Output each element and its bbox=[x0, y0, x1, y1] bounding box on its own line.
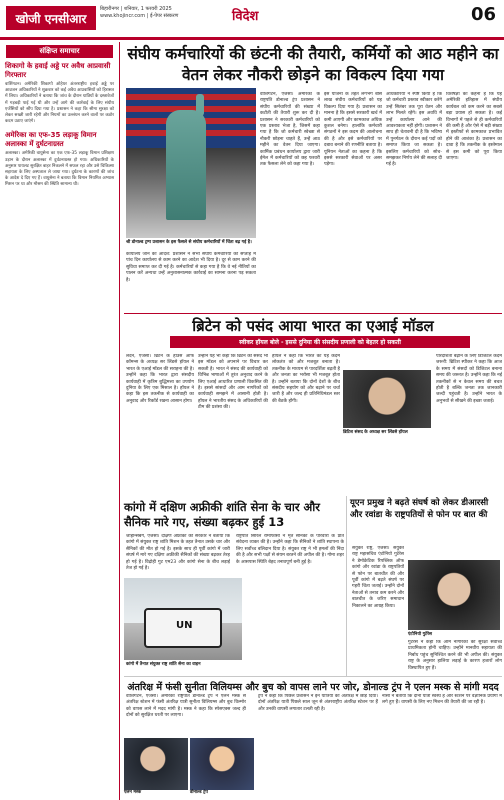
story1-col3: अधिकारियों ने स्पष्ट किया है कि जो कर्मचारी प्रस्ताव स्वीकार करेंगे उन्हें सितंबर तक पूरा वेतन और लाभ मिलते रहेंगे। इस अवधि में उन्हें कार्यालय आने की आवश्यकता नहीं होगी। प्रशासन ने साथ ही चेतावनी दी है कि भविष्य में पुनर्गठन के दौरान कई पदों को समाप्त किया जा सकता है। इसलिए कर्मचारियों को सोच-समझकर निर्णय लेने की सलाह दी गई है। bbox=[386, 92, 442, 168]
page-number: 06 bbox=[470, 4, 496, 25]
truck-icon: UN bbox=[144, 608, 222, 648]
statue-of-liberty-photo bbox=[126, 88, 256, 238]
left-headline-1: शिकागो के हवाई अड्डे पर अवैध आप्रवासी गिरफ्तार bbox=[5, 62, 111, 79]
story1-caption: श्री डोनाल्ड ट्रम्प प्रशासन के इस फैसले से संघीय कर्मचारियों में चिंता बढ़ गई है। bbox=[126, 240, 252, 245]
un-vehicle-photo bbox=[124, 578, 242, 660]
column-divider bbox=[346, 496, 347, 676]
left-headline-2: अमेरिका का एफ-35 लड़ाकू विमान अलास्का में दुर्घटनाग्रस्त bbox=[5, 131, 97, 149]
story4-caption: एंटोनियो गुटेरेस bbox=[408, 632, 433, 637]
story1-col2: इस योजना के तहत लगभग बीस लाख संघीय कर्मचारियों को यह विकल्प दिया गया है। प्रशासन का मानना है कि इससे सरकारी खर्च में कमी आएगी और कामकाज अधिक कुशल बनेगा। हालांकि कर्मचारी संगठनों ने इस कदम की आलोचना की है और इसे कर्मचारियों पर दबाव बनाने की रणनीति बताया है। यूनियन नेताओं का कहना है कि इससे सरकारी सेवाओं पर असर पड़ेगा। bbox=[324, 92, 382, 168]
elon-musk-photo bbox=[124, 738, 188, 790]
story2-col4: पारदर्शिता बढ़ाने के लिए डिजिटल कदम जरूरी: ब्रिटिश स्पीकर ने कहा कि आज के समय में संसदों को डिजिटल बनाना समय की जरूरत है। उन्होंने कहा कि नई तकनीकों से न केवल समय की बचत होती है बल्कि जनता तक जानकारी जल्दी पहुंचती है। उन्होंने भारत के अनुभवों से सीखने की इच्छा जताई। bbox=[436, 354, 502, 404]
story2-headline: ब्रिटेन को पसंद आया भारत का एआई मॉडल bbox=[192, 317, 434, 335]
story5-col1: वाशिंगटन, एजेंसी। अमेरिकी राष्ट्रपति डोनाल्ड ट्रंप ने एलन मस्क से अंतरिक्ष स्टेशन में फंसी अंतरिक्ष यात्री सुनीता विलियम्स और बुच विल्मोर को वापस लाने में मदद मांगी है। मस्क ने कहा कि स्पेसएक्स जल्द ही दोनों को सुरक्षित धरती पर लाएगा। bbox=[126, 694, 246, 719]
story5-col3: नासा ने बताया कि दोनों यात्री स्वस्थ हैं और स्टेशन पर वैज्ञानिक प्रयोगों में लगे हुए हैं। वापसी के लिए नए मिशन की तैयारी की जा रही है। bbox=[382, 694, 502, 706]
story3-headline: कांगो में दक्षिण अफ्रीकी शांति सेना के चार और सैनिक मारे गए, संख्या बढ़कर हुई 13 bbox=[124, 500, 321, 529]
story3-caption: कांगो में तैनात संयुक्त राष्ट्र शांति सेना का वाहन bbox=[126, 662, 201, 667]
story3-col2: राष्ट्रपति सिरिल रामाफोसा ने मृत सैनिकों के परिवारों के प्रति संवेदना व्यक्त की है। उन्होंने कहा कि सैनिकों ने शांति स्थापना के लिए सर्वोच्च बलिदान दिया है। संयुक्त राष्ट्र ने भी हमलों की निंदा की है और सभी पक्षों से संयम बरतने की अपील की है। गोमा शहर के आसपास स्थिति बेहद तनावपूर्ण बनी हुई है। bbox=[236, 534, 344, 565]
story1-col4: विशेषज्ञों का कहना है कि यह अमेरिकी इतिहास में संघीय कार्यबल को कम करने का सबसे बड़ा प्रयास हो सकता है। कई विभागों में पहले से ही कर्मचारियों की कमी है और ऐसे में बड़ी संख्या में इस्तीफों से कामकाज प्रभावित होने की आशंका है। प्रशासन का दावा है कि तकनीक के इस्तेमाल से इस कमी को पूरा किया जाएगा। bbox=[446, 92, 502, 162]
divider bbox=[124, 313, 502, 314]
brand-logo: खोजी एनसीआर bbox=[6, 6, 96, 30]
masthead-meta-line2: www.khojincr.com | ई-पेपर संस्करण bbox=[100, 13, 179, 19]
story2-col2: उन्होंने यह भी कहा कि ब्रिटेन की संसद भी इस मॉडल को अपनाने पर विचार कर सकती है। भारत ने संसद की कार्यवाही को विभिन्न भाषाओं में तुरंत अनुवाद करने के लिए एआई आधारित प्रणाली विकसित की है। इससे सांसदों और आम नागरिकों को कार्यवाही समझने में आसानी होती है। हॉयल ने भारतीय संसद के अधिकारियों की टीम की प्रशंसा की। bbox=[198, 354, 268, 411]
story1-headline: संघीय कर्मचारियों की छंटनी की तैयारी, कर्मियों को आठ महीने का वेतन लेकर नौकरी छोड़ने का विकल्प दिया गया bbox=[127, 45, 499, 84]
section-title: विदेश bbox=[232, 9, 259, 24]
lindsay-hoyle-photo bbox=[343, 370, 431, 428]
section-divider bbox=[124, 676, 502, 677]
story2-col1: लंदन, एजेंसी। ब्रिटेन के हाउस ऑफ कॉमन्स के अध्यक्ष सर लिंडसे हॉयल ने भारत के एआई मॉडल की सराहना की है। उन्होंने कहा कि भारत द्वारा संसदीय कार्यवाही में कृत्रिम बुद्धिमत्ता का उपयोग दुनिया के लिए एक मिसाल है। हॉयल ने कहा कि इस तकनीक से कार्यवाही का अनुवाद और रिकॉर्ड रखना आसान होगा। bbox=[126, 354, 194, 404]
story1-col1: वाशिंगटन, एजेंसी। अमेरिका के राष्ट्रपति डोनाल्ड ट्रंप प्रशासन ने संघीय कर्मचारियों की संख्या में कटौती की तैयारी शुरू कर दी है। प्रशासन ने सरकारी कर्मचारियों को एक प्रस्ताव भेजा है, जिसमें कहा गया है कि जो कर्मचारी स्वेच्छा से नौकरी छोड़ना चाहते हैं, उन्हें आठ महीने का वेतन दिया जाएगा। कार्मिक प्रबंधन कार्यालय द्वारा जारी ईमेल में कर्मचारियों को छह फरवरी तक फैसला लेने को कहा गया है। bbox=[260, 92, 320, 168]
story2-caption: ब्रिटिश संसद के अध्यक्ष सर लिंडसे हॉयल bbox=[343, 430, 408, 435]
guterres-photo bbox=[408, 560, 500, 630]
story1-col5: कार्यालय जाने का आदेश: प्रशासन ने सभी संघीय कर्मचारियों को सप्ताह में पांच दिन कार्यालय से काम करने का आदेश भी दिया है। दूर से काम करने की सुविधा समाप्त कर दी गई है। कर्मचारियों से कहा गया है कि वे नई नीतियों का पालन करें अन्यथा उन्हें अनुशासनात्मक कार्रवाई का सामना करना पड़ सकता है। bbox=[126, 252, 256, 283]
left-column bbox=[0, 42, 120, 800]
story5-headline: अंतरिक्ष में फंसी सुनीता विलियम्स और बुच को वापस लाने पर जोर, डोनाल्ड ट्रंप ने एलन मस्क से मांगी मदद bbox=[127, 682, 499, 693]
masthead bbox=[0, 0, 504, 40]
left-text-2: अलास्का। अमेरिकी वायुसेना का एक एफ-35 लड़ाकू विमान प्रशिक्षण उड़ान के दौरान अलास्का में दुर्घटनाग्रस्त हो गया। अधिकारियों के अनुसार पायलट सुरक्षित बाहर निकलने में सफल रहा और उसे चिकित्सा सहायता के लिए अस्पताल ले जाया गया। दुर्घटना के कारणों की जांच के आदेश दे दिए गए हैं। वायुसेना ने बताया कि विमान नियमित अभ्यास मिशन पर था और मौसम की स्थिति सामान्य थी। bbox=[5, 151, 114, 188]
masthead-meta-line1: बिहारीनगर | शनिवार, 1 फरवरी 2025 bbox=[100, 6, 172, 12]
story4-col1: संयुक्त राष्ट्र, एजेंसी। संयुक्त राष्ट्र महासचिव एंटोनियो गुटेरेस ने डेमोक्रेटिक रिपब्लिक ऑफ कांगो और रवांडा के राष्ट्रपतियों से फोन पर बातचीत की और पूर्वी कांगो में बढ़ते संघर्ष पर गहरी चिंता जताई। उन्होंने दोनों नेताओं से तनाव कम करने और बातचीत के जरिए समाधान निकालने का आग्रह किया। bbox=[352, 546, 404, 609]
story5-col2: ट्रंप ने कहा कि पिछले प्रशासन ने इन यात्रियों को अंतरिक्ष में छोड़ दिया। दोनों अंतरिक्ष यात्री पिछले साल जून से अंतरराष्ट्रीय अंतरिक्ष स्टेशन पर हैं और उनकी वापसी लगातार टलती रही है। bbox=[258, 694, 378, 712]
story3-col1: जोहान्सबर्ग, एजेंसी। दक्षिण अफ्रीका की सरकार ने बताया कि कांगो में संयुक्त राष्ट्र शांति मिशन के तहत तैनात उसके चार और सैनिकों की मौत हो गई है। इसके साथ ही पूर्वी कांगो में जारी संघर्ष में मारे गए दक्षिण अफ्रीकी सैनिकों की संख्या बढ़कर तेरह हो गई है। विद्रोही गुट एम23 और कांगो सेना के बीच लड़ाई तेज हो गई है। bbox=[126, 534, 230, 572]
story2-subhead: स्वीकर हॉयल बोले - इससे दुनिया की संसदीय प्रणाली को बेहतर हो सकती bbox=[170, 336, 470, 348]
left-text-1: वाशिंगटन। अमेरिकी शिकागो ओहेयर अंतरराष्ट्रीय हवाई अड्डे पर आव्रजन अधिकारियों ने शुक्रवार को कई अवैध आप्रवासियों को हिरासत में लिया। अधिकारियों ने बताया कि जांच के दौरान यात्रियों के दस्तावेजों में गड़बड़ी पाई गई थी और उन्हें आगे की कार्रवाई के लिए संघीय एजेंसियों को सौंप दिया गया है। प्रशासन ने कहा कि सीमा सुरक्षा को लेकर सख्ती जारी रहेगी और नियमों का उल्लंघन करने वालों पर कठोर कदम उठाए जाएंगे। bbox=[5, 82, 114, 125]
story2-col4b bbox=[343, 440, 431, 496]
brief-news-badge: संक्षिप्त समाचार bbox=[6, 45, 113, 58]
story4-col2: गुटेरेस ने कहा कि आम नागरिकों की सुरक्षा सर्वोच्च प्राथमिकता होनी चाहिए। उन्होंने मानवीय सहायता की निर्बाध पहुंच सुनिश्चित करने की भी अपील की। संयुक्त राष्ट्र के अनुसार हालिया लड़ाई के कारण हजारों लोग विस्थापित हुए हैं। bbox=[408, 640, 502, 671]
story2-col3: हॉयल ने कहा कि भारत का यह कदम लोकतंत्र को और मजबूत बनाता है। तकनीक के माध्यम से पारदर्शिता बढ़ती है और जनता का भरोसा भी मजबूत होता है। उन्होंने बताया कि दोनों देशों के बीच संसदीय सहयोग को और बढ़ाने पर चर्चा जारी है और जल्द ही प्रतिनिधिमंडल स्तर की बैठकें होंगी। bbox=[272, 354, 340, 404]
story5-caption-trump: डोनाल्ड ट्रंप bbox=[190, 790, 208, 795]
statue-icon bbox=[166, 110, 206, 220]
story4-headline: यूएन प्रमुख ने बढ़ते संघर्ष को लेकर डीआरसी और रवांडा के राष्ट्रपतियों से फोन पर बात की bbox=[350, 498, 489, 520]
donald-trump-photo bbox=[190, 738, 254, 790]
story5-caption-musk: एलन मस्क bbox=[124, 790, 142, 795]
masthead-meta bbox=[100, 6, 220, 20]
